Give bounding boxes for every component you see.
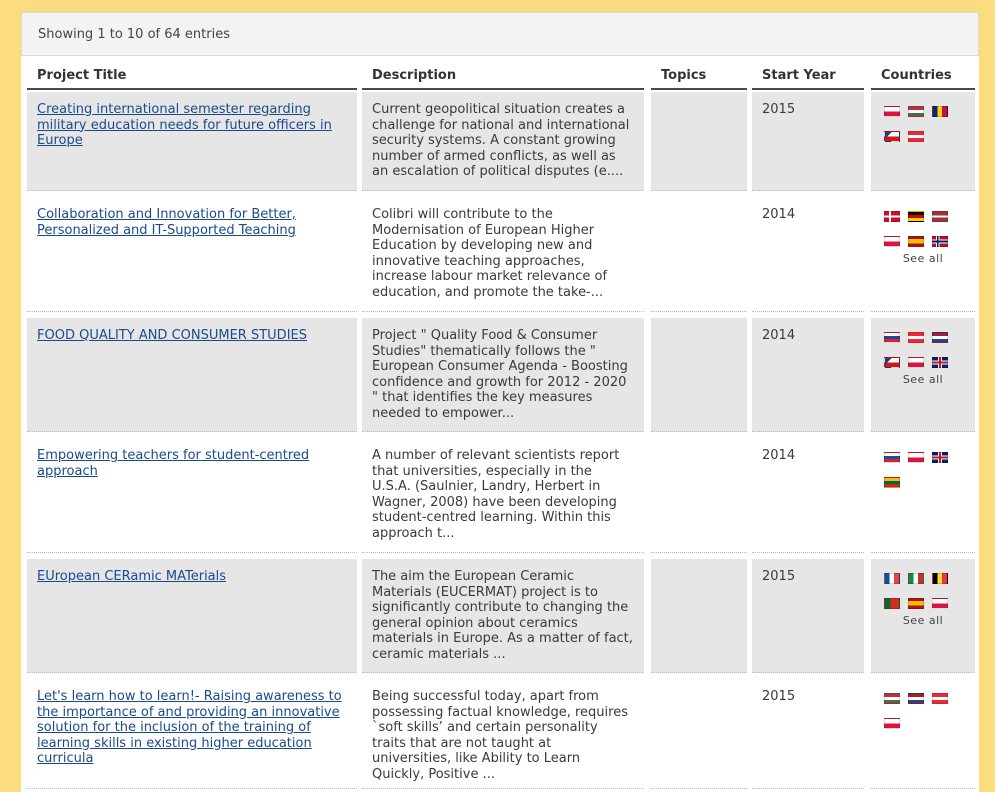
flag-lt-icon <box>884 477 900 488</box>
country-flags <box>884 106 962 156</box>
column-header-label: Description <box>372 68 457 83</box>
column-header-label: Countries <box>881 68 952 83</box>
see-all-countries-link[interactable]: See all <box>902 252 944 265</box>
flag-gb-icon <box>932 452 948 463</box>
project-title-cell <box>27 679 357 789</box>
flag-pt-icon <box>884 598 900 609</box>
column-header-start-year[interactable] <box>752 68 864 90</box>
flag-it-icon <box>908 573 924 584</box>
flag-sk-icon <box>884 332 900 343</box>
flag-ro-icon <box>932 106 948 117</box>
column-header-label: Topics <box>661 68 707 83</box>
project-title-link[interactable]: FOOD QUALITY AND CONSUMER STUDIES <box>37 328 307 343</box>
flag-de-icon <box>908 211 924 222</box>
project-topics <box>651 318 747 432</box>
project-topics <box>651 559 747 673</box>
see-all-countries-link[interactable]: See all <box>902 614 944 627</box>
flag-cz-icon <box>884 357 900 368</box>
project-countries <box>871 318 975 432</box>
project-description: A number of relevant scientists report that universities, especially in the U.S.A. (Saulnier, Landry, Herbert in Wagner, 2008) have been developing student-centred learning. Within this approach t... <box>362 438 644 553</box>
column-header-label: Start Year <box>762 68 836 83</box>
flag-no-icon <box>932 236 948 247</box>
project-topics <box>651 197 747 312</box>
project-title-link[interactable]: Empowering teachers for student-centred approach <box>37 448 310 479</box>
project-description: Colibri will contribute to the Modernisation of European Higher Education by developing new and innovative teaching approaches, increase labour market relevance of education, and promote the take-... <box>362 197 644 312</box>
project-countries <box>871 438 975 553</box>
project-title-cell <box>27 318 357 432</box>
flag-dk-icon <box>884 211 900 222</box>
project-countries <box>871 197 975 312</box>
project-description: Current geopolitical situation creates a challenge for national and international security systems. A constant growing number of armed conflicts, as well as an escalation of political disputes (e.... <box>362 92 644 191</box>
project-countries <box>871 92 975 191</box>
project-countries <box>871 679 975 789</box>
flag-fr-icon <box>884 573 900 584</box>
project-topics <box>651 438 747 553</box>
project-title-link[interactable]: Let's learn how to learn!- Raising awareness to the importance of and providing an innovative solution for the inclusion of the training of learning skills in existing higher education curricula <box>37 689 342 766</box>
flag-lv-icon <box>932 211 948 222</box>
project-title-link[interactable]: Collaboration and Innovation for Better, Personalized and IT-Supported Teaching <box>37 207 296 238</box>
flag-es-icon <box>908 236 924 247</box>
project-countries <box>871 559 975 673</box>
flag-nl-icon <box>932 332 948 343</box>
country-flags <box>884 452 962 502</box>
project-description: Project " Quality Food & Consumer Studies" thematically follows the " European Consumer Agenda - Boosting confidence and growth for 2012 - 2020 " that identifies the key measures needed to empower... <box>362 318 644 432</box>
project-start-year: 2014 <box>752 318 864 432</box>
flag-nl-icon <box>908 693 924 704</box>
column-header-project-title[interactable] <box>27 68 357 90</box>
see-all-countries-link[interactable]: See all <box>902 373 944 386</box>
flag-pl-icon <box>884 718 900 729</box>
column-header-topics[interactable] <box>651 68 747 90</box>
projects-panel <box>21 12 979 792</box>
country-flags <box>884 693 962 743</box>
project-title-cell <box>27 92 357 191</box>
column-header-description[interactable] <box>362 68 644 90</box>
project-title-link[interactable]: Creating international semester regarding military education needs for future officers in Europe <box>37 102 332 148</box>
flag-si-icon <box>884 452 900 463</box>
project-description: Being successful today, apart from possessing factual knowledge, requires `soft skills’ and certain personality traits that are not taught at universities, like Ability to Learn Quickly, Positive ... <box>362 679 644 789</box>
flag-pl-icon <box>932 598 948 609</box>
project-description: The aim the European Ceramic Materials (EUCERMAT) project is to significantly contribute to changing the general opinion about ceramics materials in Europe. As a matter of fact, ceramic materials ... <box>362 559 644 673</box>
flag-hu-icon <box>884 693 900 704</box>
table-info <box>21 12 979 56</box>
flag-at-icon <box>908 131 924 142</box>
flag-be-icon <box>932 573 948 584</box>
project-title-cell <box>27 438 357 553</box>
project-start-year: 2015 <box>752 92 864 191</box>
project-title-link[interactable]: EUropean CERamic MATerials <box>37 569 227 584</box>
column-header-label: Project Title <box>37 68 127 83</box>
project-start-year: 2014 <box>752 438 864 553</box>
project-topics <box>651 92 747 191</box>
project-title-cell <box>27 197 357 312</box>
project-topics <box>651 679 747 789</box>
flag-at-icon <box>932 693 948 704</box>
flag-pl-icon <box>908 452 924 463</box>
flag-pl-icon <box>884 236 900 247</box>
flag-gb-icon <box>932 357 948 368</box>
project-start-year: 2015 <box>752 559 864 673</box>
column-header-countries[interactable] <box>871 68 975 90</box>
project-start-year: 2015 <box>752 679 864 789</box>
project-start-year: 2014 <box>752 197 864 312</box>
project-title-cell <box>27 559 357 673</box>
flag-pl-icon <box>908 357 924 368</box>
flag-es-icon <box>908 598 924 609</box>
flag-at-icon <box>908 332 924 343</box>
flag-cz-icon <box>884 131 900 142</box>
entries-info-text: Showing 1 to 10 of 64 entries <box>38 27 230 42</box>
flag-pl-icon <box>884 106 900 117</box>
flag-hu-icon <box>908 106 924 117</box>
